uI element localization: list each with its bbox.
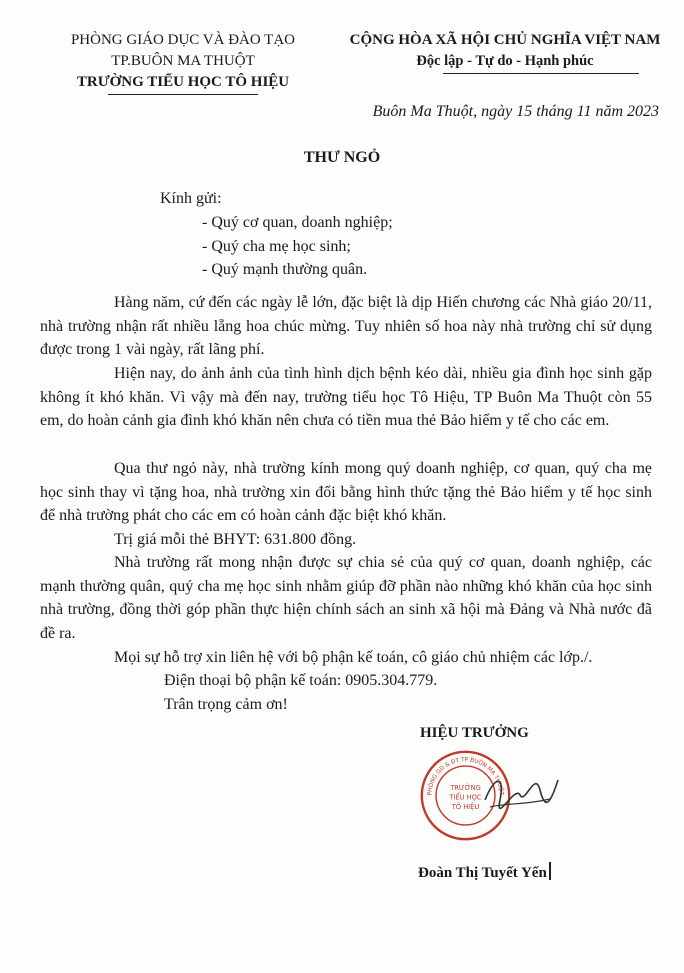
svg-text:TÔ HIỆU: TÔ HIỆU	[451, 802, 480, 811]
body-paragraph: Qua thư ngỏ này, nhà trường kính mong quý doanh nghiệp, cơ quan, quý cha mẹ học sinh thay vì tặng hoa, nhà trường xin đổi bằng hình thức tặng thẻ Bảo hiểm y tế học sinh để nhà trường phát cho các em có hoàn cảnh đặc biệt khó khăn.	[40, 460, 652, 525]
signatory-title: HIỆU TRƯỞNG	[420, 725, 529, 741]
national-title: CỘNG HÒA XÃ HỘI CHỦ NGHĨA VIỆT NAM	[349, 32, 661, 48]
national-motto: Độc lập - Tự do - Hạnh phúc	[416, 53, 594, 69]
school-name: TRƯỜNG TIỂU HỌC TÔ HIỆU	[76, 74, 290, 90]
recipient-item: - Quý cha mẹ học sinh;	[202, 238, 351, 255]
dateline: Buôn Ma Thuột, ngày 15 tháng 11 năm 2023	[372, 103, 659, 120]
card-value: Trị giá mỗi thẻ BHYT: 631.800 đồng.	[114, 531, 357, 548]
signatory-name	[418, 862, 551, 882]
svg-text:PHÒNG GD & ĐT TP BUÔN MA THUỘT: PHÒNG GD & ĐT TP BUÔN MA THUỘT	[427, 757, 504, 796]
salutation: Kính gửi:	[160, 190, 222, 207]
signatory-name-text: Đoàn Thị Tuyết Yến	[418, 865, 547, 881]
text-cursor-icon	[549, 862, 551, 880]
phone-line: Điện thoại bộ phận kế toán: 0905.304.779.	[164, 672, 438, 689]
svg-text:TRƯỜNG: TRƯỜNG	[450, 783, 481, 792]
body-paragraph: Nhà trường rất mong nhận được sự chia sẻ của quý cơ quan, doanh nghiệp, các mạnh thường quân, quý cha mẹ học sinh nhằm giúp đỡ phần nào những khó khăn của học sinh nhà trường, đồng thời góp phần thực hiện chính sách an sinh xã hội mà Đảng và Nhà nước đã đề ra.	[40, 554, 652, 642]
svg-text:TIỂU HỌC: TIỂU HỌC	[449, 793, 482, 802]
header-left-underline	[108, 94, 258, 95]
letter-title: THƯ NGỎ	[303, 149, 381, 166]
header-right-underline	[443, 73, 639, 74]
contact-note: Mọi sự hỗ trợ xin liên hệ với bộ phận kế toán, cô giáo chủ nhiệm các lớp./.	[114, 649, 593, 666]
thanks-line: Trân trọng cảm ơn!	[164, 696, 288, 713]
recipient-item: - Quý mạnh thường quân.	[202, 261, 368, 278]
handwritten-signature-icon	[480, 765, 560, 825]
body-paragraph: Hàng năm, cứ đến các ngày lễ lớn, đặc biệt là dịp Hiến chương các Nhà giáo 20/11, nhà trường nhận rất nhiều lẵng hoa chúc mừng. Tuy nhiên số hoa này nhà trường chỉ sử dụng được trong 1 vài ngày, rất lãng phí.	[40, 294, 652, 359]
authority-line-1: PHÒNG GIÁO DỤC VÀ ĐÀO TẠO	[70, 32, 296, 48]
recipient-item: - Quý cơ quan, doanh nghiệp;	[202, 214, 393, 231]
body-paragraph: Hiện nay, do ảnh ảnh của tình hình dịch bệnh kéo dài, nhiều gia đình học sinh gặp không ít khó khăn. Vì vậy mà đến nay, trường tiểu học Tô Hiệu, TP Buôn Ma Thuột còn 55 em, do hoàn cảnh gia đình khó khăn nên chưa có tiền mua thẻ Bảo hiểm y tế cho các em.	[40, 365, 652, 430]
national-header	[340, 30, 670, 74]
issuing-authority-header	[48, 30, 318, 95]
authority-line-2: TP.BUÔN MA THUỘT	[111, 53, 255, 69]
